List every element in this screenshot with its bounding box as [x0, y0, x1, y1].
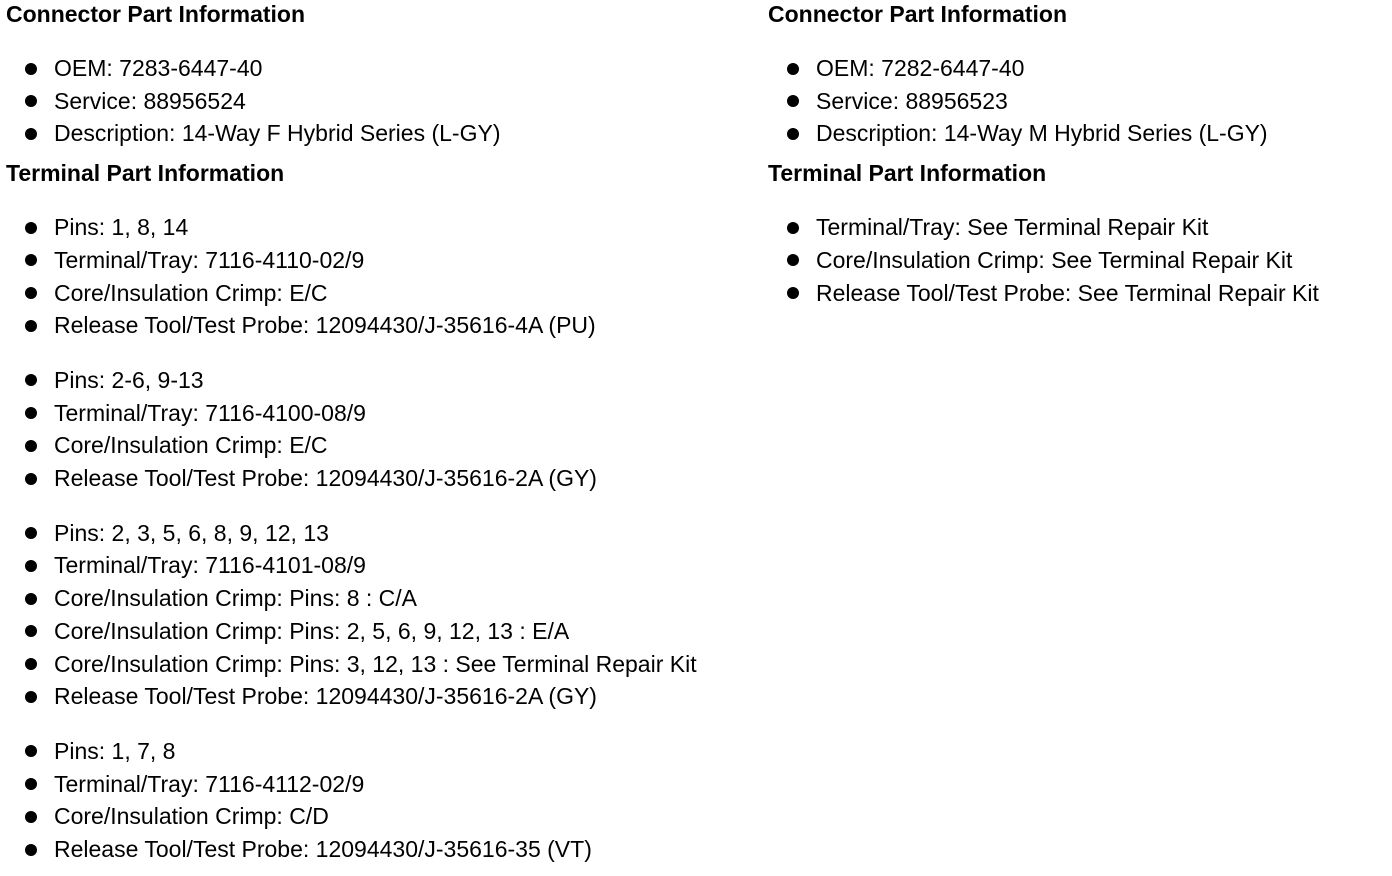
list-item: Core/Insulation Crimp: E/C [6, 277, 766, 310]
list-item: Release Tool/Test Probe: 12094430/J-35616-2A (GY) [6, 680, 766, 713]
bullet-icon [25, 287, 37, 299]
list-item: Core/Insulation Crimp: C/D [6, 800, 766, 833]
bullet-icon [787, 95, 799, 107]
bullet-icon [787, 287, 799, 299]
list-item: Release Tool/Test Probe: See Terminal Repair Kit [768, 277, 1388, 310]
terminal-group-list [6, 735, 766, 866]
terminal-part-heading: Terminal Part Information [6, 160, 285, 187]
connector-part-heading: Connector Part Information [768, 1, 1068, 27]
bullet-icon [25, 691, 37, 703]
bullet-icon [787, 222, 799, 234]
bullet-icon [25, 254, 37, 266]
connector-part-list [768, 52, 1388, 150]
list-item: Terminal/Tray: 7116-4100-08/9 [6, 397, 766, 430]
bullet-icon [25, 473, 37, 485]
bullet-icon [25, 658, 37, 670]
list-item: Pins: 1, 8, 14 [6, 211, 766, 244]
list-item: Pins: 2, 3, 5, 6, 8, 9, 12, 13 [6, 517, 766, 550]
list-item: Terminal/Tray: 7116-4112-02/9 [6, 768, 766, 801]
bullet-icon [787, 63, 799, 75]
connector-part-heading: Connector Part Information [6, 1, 306, 27]
bullet-icon [25, 128, 37, 140]
bullet-icon [25, 407, 37, 419]
connector-part-list [6, 52, 766, 150]
bullet-icon [787, 254, 799, 266]
bullet-icon [25, 593, 37, 605]
list-item: Core/Insulation Crimp: Pins: 3, 12, 13 : See Terminal Repair Kit [6, 648, 766, 681]
list-item: Description: 14-Way F Hybrid Series (L-GY) [6, 117, 766, 150]
terminal-part-heading: Terminal Part Information [768, 160, 1047, 187]
right-column [768, 0, 1388, 309]
list-item: Core/Insulation Crimp: E/C [6, 429, 766, 462]
list-item: Terminal/Tray: 7116-4101-08/9 [6, 549, 766, 582]
terminal-group-list [6, 364, 766, 495]
left-column [6, 0, 766, 866]
list-item: Release Tool/Test Probe: 12094430/J-35616-4A (PU) [6, 309, 766, 342]
bullet-icon [25, 745, 37, 757]
list-item: Release Tool/Test Probe: 12094430/J-35616-35 (VT) [6, 833, 766, 866]
bullet-icon [25, 778, 37, 790]
bullet-icon [787, 128, 799, 140]
bullet-icon [25, 811, 37, 823]
terminal-group-list [6, 517, 766, 713]
bullet-icon [25, 374, 37, 386]
list-item: Pins: 2-6, 9-13 [6, 364, 766, 397]
bullet-icon [25, 527, 37, 539]
list-item: OEM: 7282-6447-40 [768, 52, 1388, 85]
list-item: Core/Insulation Crimp: Pins: 2, 5, 6, 9, 12, 13 : E/A [6, 615, 766, 648]
list-item: Description: 14-Way M Hybrid Series (L-GY) [768, 117, 1388, 150]
list-item: OEM: 7283-6447-40 [6, 52, 766, 85]
bullet-icon [25, 440, 37, 452]
bullet-icon [25, 625, 37, 637]
list-item: Release Tool/Test Probe: 12094430/J-35616-2A (GY) [6, 462, 766, 495]
bullet-icon [25, 222, 37, 234]
bullet-icon [25, 63, 37, 75]
list-item: Service: 88956524 [6, 85, 766, 118]
bullet-icon [25, 95, 37, 107]
bullet-icon [25, 560, 37, 572]
list-item: Core/Insulation Crimp: See Terminal Repair Kit [768, 244, 1388, 277]
list-item: Terminal/Tray: 7116-4110-02/9 [6, 244, 766, 277]
bullet-icon [25, 844, 37, 856]
list-item: Service: 88956523 [768, 85, 1388, 118]
terminal-group-list [768, 211, 1388, 309]
list-item: Pins: 1, 7, 8 [6, 735, 766, 768]
terminal-group-list [6, 211, 766, 342]
list-item: Terminal/Tray: See Terminal Repair Kit [768, 211, 1388, 244]
bullet-icon [25, 320, 37, 332]
list-item: Core/Insulation Crimp: Pins: 8 : C/A [6, 582, 766, 615]
